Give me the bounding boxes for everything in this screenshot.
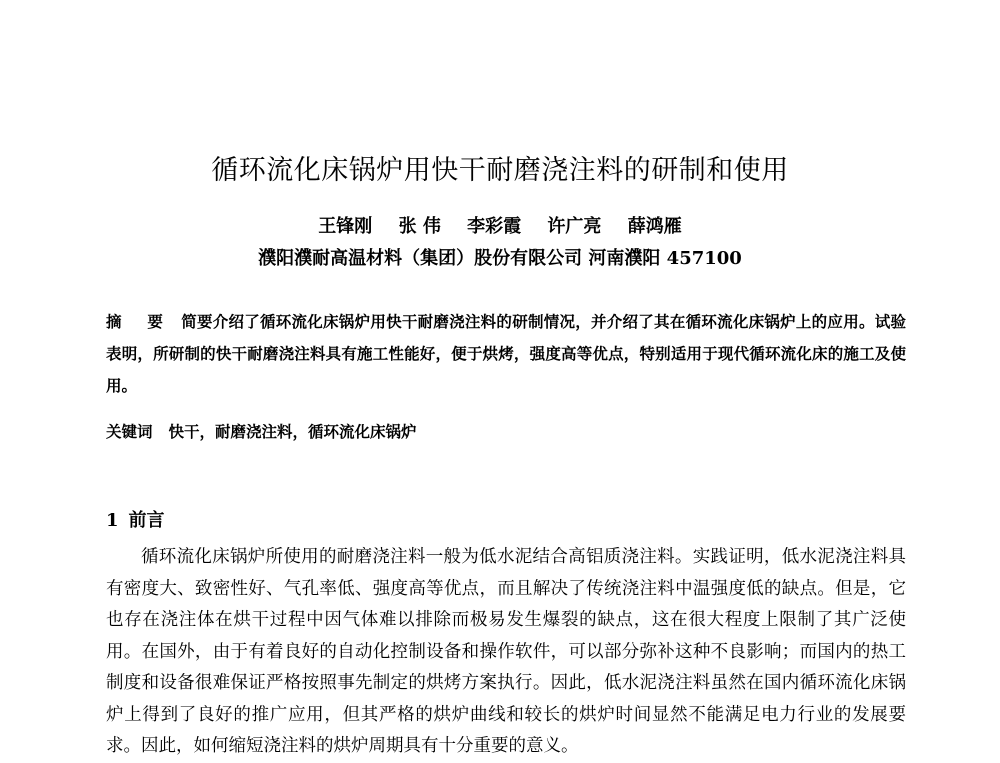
section-title: 前言 <box>128 510 165 531</box>
author-name: 王锋刚 <box>318 216 373 237</box>
author-name: 李彩霞 <box>467 216 522 237</box>
author-affiliation: 濮阳濮耐高温材料（集团）股份有限公司 河南濮阳 457100 <box>258 248 742 269</box>
author-name: 薛鸿雁 <box>627 216 682 237</box>
keywords-text: 快干，耐磨浇注料，循环流化床锅炉 <box>168 422 417 441</box>
abstract <box>106 306 906 402</box>
abstract-label: 摘 要 <box>106 312 174 331</box>
paper-title: 循环流化床锅炉用快干耐磨浇注料的研制和使用 <box>211 155 789 186</box>
keywords <box>106 420 906 442</box>
section-paragraph: 循环流化床锅炉所使用的耐磨浇注料一般为低水泥结合高铝质浇注料。实践证明，低水泥浇注料具有密度大、致密性好、气孔率低、强度高等优点，而且解决了传统浇注料中温强度低的缺点。但是，它也存在浇注体在烘干过程中因气体难以排除而极易发生爆裂的缺点，这在很大程度上限制了其广泛使用。在国外，由于有着良好的自动化控制设备和操作软件，可以部分弥补这种不良影响；而国内的热工制度和设备很难保证严格按照事先制定的烘烤方案执行。因此，低水泥浇注料虽然在国内循环流化床锅炉上得到了良好的推广应用，但其严格的烘炉曲线和较长的烘炉时间显然不能满足电力行业的发展要求。因此，如何缩短浇注料的烘炉周期具有十分重要的意义。 <box>106 547 906 756</box>
section-number: 1 <box>106 510 119 531</box>
section-heading <box>106 506 165 532</box>
author-name: 张 伟 <box>398 216 441 237</box>
abstract-text: 简要介绍了循环流化床锅炉用快干耐磨浇注料的研制情况，并介绍了其在循环流化床锅炉上的应用。试验表明，所研制的快干耐磨浇注料具有施工性能好，便于烘烤，强度高等优点，特别适用于现代循环流化床的施工及使用。 <box>106 312 906 395</box>
author-name: 许广亮 <box>547 216 602 237</box>
author-list <box>0 212 1000 238</box>
keywords-label: 关键词 <box>106 422 153 441</box>
